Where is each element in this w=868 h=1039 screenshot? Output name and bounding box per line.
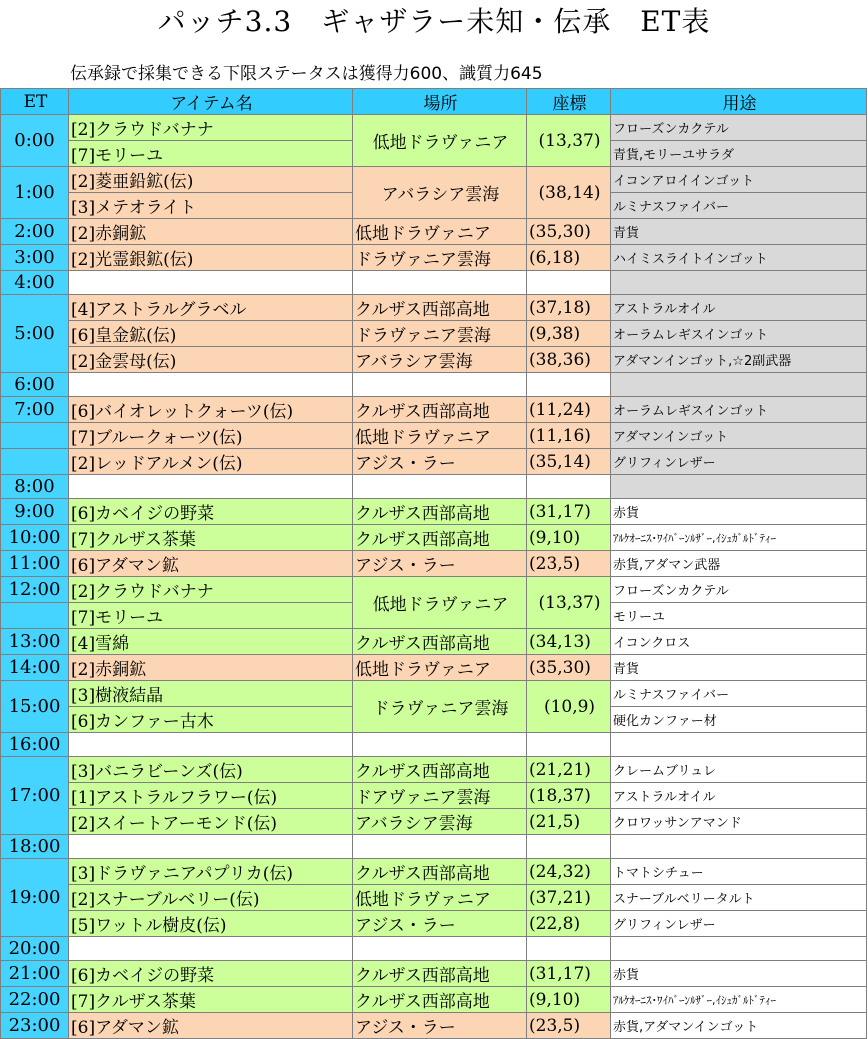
location-cell bbox=[353, 475, 527, 499]
item-cell: [2]赤銅鉱 bbox=[69, 219, 353, 245]
location-cell: アバラシア雲海 bbox=[353, 809, 527, 835]
table-row bbox=[1, 219, 867, 245]
usage-cell: イコンアロイインゴット bbox=[611, 167, 867, 193]
et-table bbox=[0, 88, 867, 1039]
usage-cell: アストラルオイル bbox=[611, 295, 867, 321]
location-cell: 低地ドラヴァニア bbox=[353, 655, 527, 681]
coordinate-cell bbox=[527, 937, 611, 961]
location-cell: クルザス西部高地 bbox=[353, 525, 527, 551]
coordinate-cell: (23,5) bbox=[527, 551, 611, 577]
location-cell: クルザス西部高地 bbox=[353, 499, 527, 525]
table-row bbox=[1, 167, 867, 193]
et-cell: 22:00 bbox=[1, 987, 69, 1013]
coordinate-cell: (18,37) bbox=[527, 783, 611, 809]
usage-cell bbox=[611, 271, 867, 295]
et-cell: 5:00 bbox=[1, 295, 69, 373]
coordinate-cell: (35,30) bbox=[527, 219, 611, 245]
et-cell: 19:00 bbox=[1, 859, 69, 937]
item-cell: [6]アダマン鉱 bbox=[69, 551, 353, 577]
table-row bbox=[1, 937, 867, 961]
item-cell: [4]雪綿 bbox=[69, 629, 353, 655]
coordinate-cell: (11,16) bbox=[527, 423, 611, 449]
item-cell: [4]アストラルグラベル bbox=[69, 295, 353, 321]
usage-cell: 赤貨 bbox=[611, 961, 867, 987]
header-usage: 用途 bbox=[611, 89, 867, 115]
et-cell bbox=[1, 449, 69, 475]
table-row bbox=[1, 423, 867, 449]
header-location: 場所 bbox=[353, 89, 527, 115]
page-title: パッチ3.3 ギャザラー未知・伝承 ET表 bbox=[157, 5, 711, 38]
et-cell: 18:00 bbox=[1, 835, 69, 859]
table-row bbox=[1, 911, 867, 937]
table-row bbox=[1, 681, 867, 707]
location-cell bbox=[353, 271, 527, 295]
usage-cell bbox=[611, 733, 867, 757]
subtitle-note: 伝承録で採集できる下限ステータスは獲得力600、識質力645 bbox=[70, 64, 543, 84]
item-cell bbox=[69, 733, 353, 757]
item-cell: [3]バニラビーンズ(伝) bbox=[69, 757, 353, 783]
coordinate-cell bbox=[527, 271, 611, 295]
coordinate-cell bbox=[527, 475, 611, 499]
table-row bbox=[1, 783, 867, 809]
location-cell: クルザス西部高地 bbox=[353, 859, 527, 885]
usage-cell bbox=[611, 373, 867, 397]
item-cell bbox=[69, 835, 353, 859]
item-cell: [7]クルザス茶葉 bbox=[69, 525, 353, 551]
table-row bbox=[1, 271, 867, 295]
item-cell: [6]カベイジの野菜 bbox=[69, 961, 353, 987]
et-cell: 16:00 bbox=[1, 733, 69, 757]
item-cell bbox=[69, 271, 353, 295]
usage-cell: スナーブルベリータルト bbox=[611, 885, 867, 911]
location-cell bbox=[353, 937, 527, 961]
usage-cell: オーラムレギスインゴット bbox=[611, 321, 867, 347]
item-cell: [7]モリーユ bbox=[69, 603, 353, 629]
location-cell: クルザス西部高地 bbox=[353, 295, 527, 321]
coordinate-cell bbox=[527, 733, 611, 757]
table-row bbox=[1, 499, 867, 525]
coordinate-cell: (21,5) bbox=[527, 809, 611, 835]
et-cell: 2:00 bbox=[1, 219, 69, 245]
location-cell: ドラヴァニア雲海 bbox=[353, 681, 527, 733]
location-cell: アジス・ラー bbox=[353, 911, 527, 937]
table-row bbox=[1, 397, 867, 423]
location-cell: アバラシア雲海 bbox=[353, 347, 527, 373]
location-cell: 低地ドラヴァニア bbox=[353, 115, 527, 167]
item-cell bbox=[69, 475, 353, 499]
item-cell bbox=[69, 373, 353, 397]
usage-cell: 青貨,モリーユサラダ bbox=[611, 141, 867, 167]
location-cell: 低地ドラヴァニア bbox=[353, 885, 527, 911]
location-cell bbox=[353, 733, 527, 757]
et-cell: 8:00 bbox=[1, 475, 69, 499]
usage-cell: アダマンインゴット bbox=[611, 423, 867, 449]
coordinate-cell: (31,17) bbox=[527, 961, 611, 987]
et-cell: 23:00 bbox=[1, 1013, 69, 1039]
usage-cell bbox=[611, 475, 867, 499]
header-row bbox=[1, 89, 867, 115]
header-coordinates: 座標 bbox=[527, 89, 611, 115]
usage-cell: アダマンインゴット,☆2副武器 bbox=[611, 347, 867, 373]
usage-cell: トマトシチュー bbox=[611, 859, 867, 885]
et-cell: 0:00 bbox=[1, 115, 69, 167]
coordinate-cell: (38,14) bbox=[527, 167, 611, 219]
usage-cell: フローズンカクテル bbox=[611, 115, 867, 141]
item-cell: [7]モリーユ bbox=[69, 141, 353, 167]
coordinate-cell: (35,30) bbox=[527, 655, 611, 681]
et-cell: 12:00 bbox=[1, 577, 69, 603]
location-cell: アバラシア雲海 bbox=[353, 167, 527, 219]
usage-cell: 青貨 bbox=[611, 655, 867, 681]
location-cell: クルザス西部高地 bbox=[353, 629, 527, 655]
coordinate-cell bbox=[527, 373, 611, 397]
et-cell bbox=[1, 603, 69, 629]
table-row bbox=[1, 757, 867, 783]
et-cell: 15:00 bbox=[1, 681, 69, 733]
item-cell: [2]光霊銀鉱(伝) bbox=[69, 245, 353, 271]
coordinate-cell: (13,37) bbox=[527, 115, 611, 167]
table-row bbox=[1, 961, 867, 987]
table-row bbox=[1, 347, 867, 373]
location-cell: 低地ドラヴァニア bbox=[353, 423, 527, 449]
item-cell: [2]菱亜鉛鉱(伝) bbox=[69, 167, 353, 193]
usage-cell: オーラムレギスインゴット bbox=[611, 397, 867, 423]
usage-cell: 硬化カンファー材 bbox=[611, 707, 867, 733]
coordinate-cell: (6,18) bbox=[527, 245, 611, 271]
table-row bbox=[1, 373, 867, 397]
location-cell: アジス・ラー bbox=[353, 449, 527, 475]
et-cell: 7:00 bbox=[1, 397, 69, 423]
table-row bbox=[1, 577, 867, 603]
item-cell: [3]ドラヴァニアパプリカ(伝) bbox=[69, 859, 353, 885]
item-cell bbox=[69, 937, 353, 961]
location-cell: クルザス西部高地 bbox=[353, 397, 527, 423]
et-cell: 11:00 bbox=[1, 551, 69, 577]
coordinate-cell: (38,36) bbox=[527, 347, 611, 373]
item-cell: [7]クルザス茶葉 bbox=[69, 987, 353, 1013]
table-row bbox=[1, 733, 867, 757]
usage-cell bbox=[611, 937, 867, 961]
usage-cell: ｱﾙｹｵｰﾆｽ･ﾜｲﾊﾞｰﾝﾙｻﾞｰ,ｲｼｭｶﾞﾙﾄﾞﾃｨｰ bbox=[611, 525, 867, 551]
et-cell: 4:00 bbox=[1, 271, 69, 295]
coordinate-cell: (9,10) bbox=[527, 525, 611, 551]
et-cell: 14:00 bbox=[1, 655, 69, 681]
coordinate-cell: (9,10) bbox=[527, 987, 611, 1013]
usage-cell: 赤貨,アダマン武器 bbox=[611, 551, 867, 577]
location-cell: クルザス西部高地 bbox=[353, 757, 527, 783]
location-cell: ドラヴァニア雲海 bbox=[353, 321, 527, 347]
coordinate-cell: (24,32) bbox=[527, 859, 611, 885]
usage-cell: アストラルオイル bbox=[611, 783, 867, 809]
usage-cell: イコンクロス bbox=[611, 629, 867, 655]
coordinate-cell: (34,13) bbox=[527, 629, 611, 655]
usage-cell: 青貨 bbox=[611, 219, 867, 245]
item-cell: [2]金雲母(伝) bbox=[69, 347, 353, 373]
coordinate-cell: (22,8) bbox=[527, 911, 611, 937]
usage-cell: 赤貨 bbox=[611, 499, 867, 525]
table-row bbox=[1, 859, 867, 885]
usage-cell: グリフィンレザー bbox=[611, 911, 867, 937]
location-cell: クルザス西部高地 bbox=[353, 961, 527, 987]
usage-cell: グリフィンレザー bbox=[611, 449, 867, 475]
et-cell: 21:00 bbox=[1, 961, 69, 987]
item-cell: [2]クラウドバナナ bbox=[69, 115, 353, 141]
item-cell: [2]クラウドバナナ bbox=[69, 577, 353, 603]
table-row bbox=[1, 115, 867, 141]
item-cell: [2]レッドアルメン(伝) bbox=[69, 449, 353, 475]
table-row bbox=[1, 449, 867, 475]
table-row bbox=[1, 525, 867, 551]
coordinate-cell: (37,21) bbox=[527, 885, 611, 911]
location-cell: ドアヴァニア雲海 bbox=[353, 783, 527, 809]
item-cell: [2]赤銅鉱 bbox=[69, 655, 353, 681]
item-cell: [2]スナーブルベリー(伝) bbox=[69, 885, 353, 911]
coordinate-cell: (23,5) bbox=[527, 1013, 611, 1039]
location-cell: 低地ドラヴァニア bbox=[353, 577, 527, 629]
item-cell: [2]スイートアーモンド(伝) bbox=[69, 809, 353, 835]
et-cell: 1:00 bbox=[1, 167, 69, 219]
item-cell: [1]アストラルフラワー(伝) bbox=[69, 783, 353, 809]
usage-cell: フローズンカクテル bbox=[611, 577, 867, 603]
table-row bbox=[1, 987, 867, 1013]
table-row bbox=[1, 809, 867, 835]
location-cell: ドラヴァニア雲海 bbox=[353, 245, 527, 271]
coordinate-cell bbox=[527, 835, 611, 859]
usage-cell: 赤貨,アダマンインゴット bbox=[611, 1013, 867, 1039]
header-et: ET bbox=[1, 89, 69, 115]
usage-cell: ハイミスライトインゴット bbox=[611, 245, 867, 271]
table-row bbox=[1, 551, 867, 577]
coordinate-cell: (35,14) bbox=[527, 449, 611, 475]
usage-cell: モリーユ bbox=[611, 603, 867, 629]
coordinate-cell: (21,21) bbox=[527, 757, 611, 783]
item-cell: [6]皇金鉱(伝) bbox=[69, 321, 353, 347]
et-cell bbox=[1, 423, 69, 449]
table-row bbox=[1, 245, 867, 271]
usage-cell: ｱﾙｹｵｰﾆｽ･ﾜｲﾊﾞｰﾝﾙｻﾞｰ,ｲｼｭｶﾞﾙﾄﾞﾃｨｰ bbox=[611, 987, 867, 1013]
item-cell: [3]メテオライト bbox=[69, 193, 353, 219]
usage-cell bbox=[611, 835, 867, 859]
item-cell: [5]ワットル樹皮(伝) bbox=[69, 911, 353, 937]
et-cell: 13:00 bbox=[1, 629, 69, 655]
coordinate-cell: (31,17) bbox=[527, 499, 611, 525]
coordinate-cell: (37,18) bbox=[527, 295, 611, 321]
header-item: アイテム名 bbox=[69, 89, 353, 115]
item-cell: [6]カンファー古木 bbox=[69, 707, 353, 733]
item-cell: [7]ブルークォーツ(伝) bbox=[69, 423, 353, 449]
usage-cell: ルミナスファイバー bbox=[611, 681, 867, 707]
coordinate-cell: (11,24) bbox=[527, 397, 611, 423]
location-cell: アジス・ラー bbox=[353, 551, 527, 577]
table-row bbox=[1, 1013, 867, 1039]
location-cell bbox=[353, 373, 527, 397]
usage-cell: クロワッサンアマンド bbox=[611, 809, 867, 835]
et-cell: 20:00 bbox=[1, 937, 69, 961]
coordinate-cell: (9,38) bbox=[527, 321, 611, 347]
location-cell: 低地ドラヴァニア bbox=[353, 219, 527, 245]
item-cell: [6]アダマン鉱 bbox=[69, 1013, 353, 1039]
item-cell: [3]樹液結晶 bbox=[69, 681, 353, 707]
item-cell: [6]カベイジの野菜 bbox=[69, 499, 353, 525]
et-cell: 3:00 bbox=[1, 245, 69, 271]
table-row bbox=[1, 475, 867, 499]
coordinate-cell: (13,37) bbox=[527, 577, 611, 629]
table-row bbox=[1, 321, 867, 347]
item-cell: [6]バイオレットクォーツ(伝) bbox=[69, 397, 353, 423]
coordinate-cell: (10,9) bbox=[527, 681, 611, 733]
table-row bbox=[1, 835, 867, 859]
location-cell: アジス・ラー bbox=[353, 1013, 527, 1039]
table-row bbox=[1, 655, 867, 681]
table-row bbox=[1, 885, 867, 911]
location-cell: クルザス西部高地 bbox=[353, 987, 527, 1013]
location-cell bbox=[353, 835, 527, 859]
usage-cell: ルミナスファイバー bbox=[611, 193, 867, 219]
et-cell: 10:00 bbox=[1, 525, 69, 551]
et-cell: 17:00 bbox=[1, 757, 69, 835]
usage-cell: クレームブリュレ bbox=[611, 757, 867, 783]
table-row bbox=[1, 629, 867, 655]
et-cell: 9:00 bbox=[1, 499, 69, 525]
et-cell: 6:00 bbox=[1, 373, 69, 397]
table-row bbox=[1, 295, 867, 321]
